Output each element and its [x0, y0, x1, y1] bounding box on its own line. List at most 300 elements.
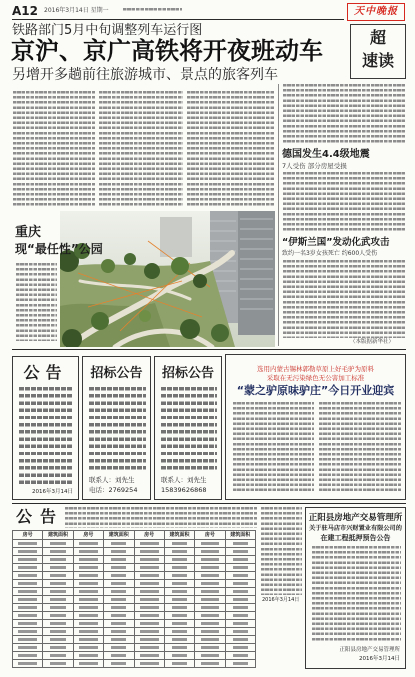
table-header-cell: 建筑面积	[164, 531, 194, 540]
table-cell	[73, 540, 103, 548]
table-cell	[73, 604, 103, 612]
header-rule	[12, 19, 344, 20]
lead-subhead: 另增开多趟前往旅游城市、景点的旅客列车	[12, 67, 278, 83]
table-cell	[104, 580, 134, 588]
table-cell	[43, 580, 73, 588]
cell-text-placeholder	[201, 582, 220, 585]
notice-left-date: 2016年3月14日	[32, 489, 73, 495]
table-cell	[43, 628, 73, 636]
tender-2-box	[154, 356, 222, 500]
table-cell	[164, 636, 194, 644]
cell-text-placeholder	[201, 566, 220, 569]
lead-body-col-3	[186, 91, 274, 208]
table-cell	[134, 580, 164, 588]
notice-left-body	[18, 387, 73, 485]
table-row	[13, 548, 256, 556]
table-cell	[225, 636, 255, 644]
table-cell	[104, 636, 134, 644]
table-cell	[104, 628, 134, 636]
table-cell	[43, 540, 73, 548]
cell-text-placeholder	[233, 630, 248, 633]
table-cell	[195, 564, 225, 572]
restaurant-ad-box	[225, 354, 406, 500]
issue-date: 2016年3月14日 星期一	[44, 7, 109, 14]
table-cell	[13, 652, 43, 660]
cell-text-placeholder	[50, 558, 65, 561]
cell-text-placeholder	[140, 654, 159, 657]
cell-text-placeholder	[201, 574, 220, 577]
cell-text-placeholder	[172, 590, 187, 593]
table-cell	[225, 612, 255, 620]
cell-text-placeholder	[18, 614, 37, 617]
table-cell	[134, 612, 164, 620]
mortgage-title-line1: 关于驻马店市兴财置业有限公司的	[309, 525, 402, 532]
cell-text-placeholder	[140, 558, 159, 561]
cell-text-placeholder	[18, 622, 37, 625]
notice-left-title: 公告	[23, 363, 68, 382]
table-cell	[73, 644, 103, 652]
table-cell	[195, 620, 225, 628]
cell-text-placeholder	[233, 662, 248, 665]
tender-1-phone: 电话：2769254	[89, 486, 138, 494]
cell-text-placeholder	[233, 638, 248, 641]
table-cell	[73, 628, 103, 636]
table-cell	[43, 636, 73, 644]
cell-text-placeholder	[140, 630, 159, 633]
table-cell	[225, 548, 255, 556]
table-cell	[13, 540, 43, 548]
cell-text-placeholder	[201, 558, 220, 561]
cell-text-placeholder	[18, 662, 37, 665]
cell-text-placeholder	[140, 598, 159, 601]
cell-text-placeholder	[233, 550, 248, 553]
lead-body-col-1	[12, 91, 95, 208]
cell-text-placeholder	[140, 566, 159, 569]
table-cell	[134, 660, 164, 668]
table-cell	[73, 612, 103, 620]
table-cell	[43, 660, 73, 668]
section-rule-1	[12, 349, 406, 350]
cell-text-placeholder	[18, 654, 37, 657]
table-cell	[43, 564, 73, 572]
mortgage-date: 2016年3月14日	[359, 656, 400, 662]
table-cell	[43, 596, 73, 604]
table-cell	[195, 628, 225, 636]
table-cell	[134, 540, 164, 548]
table-cell	[43, 652, 73, 660]
table-cell	[225, 660, 255, 668]
cell-text-placeholder	[50, 582, 65, 585]
cell-text-placeholder	[233, 614, 248, 617]
table-cell	[104, 660, 134, 668]
table-header-cell: 房号	[73, 531, 103, 540]
cell-text-placeholder	[233, 582, 248, 585]
table-cell	[164, 556, 194, 564]
cell-text-placeholder	[172, 662, 187, 665]
mortgage-title-line2: 在建工程抵押预告公告	[320, 534, 391, 542]
table-cell	[195, 596, 225, 604]
cell-text-placeholder	[233, 590, 248, 593]
cell-text-placeholder	[111, 558, 126, 561]
cell-text-placeholder	[79, 574, 98, 577]
tender-2-body	[160, 387, 217, 473]
cell-text-placeholder	[140, 550, 159, 553]
cell-text-placeholder	[111, 646, 126, 649]
table-cell	[13, 588, 43, 596]
table-cell	[225, 580, 255, 588]
cell-text-placeholder	[111, 574, 126, 577]
table-row	[13, 556, 256, 564]
table-row	[13, 652, 256, 660]
cell-text-placeholder	[111, 550, 126, 553]
table-cell	[164, 596, 194, 604]
cell-text-placeholder	[18, 558, 37, 561]
notice-table-intro	[64, 507, 257, 528]
table-cell	[164, 660, 194, 668]
table-cell	[134, 652, 164, 660]
cell-text-placeholder	[79, 566, 98, 569]
table-row	[13, 540, 256, 548]
cell-text-placeholder	[201, 590, 220, 593]
table-cell	[73, 652, 103, 660]
cell-text-placeholder	[18, 630, 37, 633]
cell-text-placeholder	[201, 630, 220, 633]
cell-text-placeholder	[111, 638, 126, 641]
cell-text-placeholder	[140, 614, 159, 617]
table-cell	[43, 556, 73, 564]
cell-text-placeholder	[79, 622, 98, 625]
cell-text-placeholder	[50, 550, 65, 553]
table-cell	[164, 580, 194, 588]
table-cell	[195, 556, 225, 564]
table-row	[13, 620, 256, 628]
cell-text-placeholder	[172, 574, 187, 577]
table-cell	[13, 628, 43, 636]
cell-text-placeholder	[172, 598, 187, 601]
table-cell	[134, 588, 164, 596]
cell-text-placeholder	[18, 638, 37, 641]
cell-text-placeholder	[79, 590, 98, 593]
table-cell	[225, 604, 255, 612]
cell-text-placeholder	[50, 590, 65, 593]
cell-text-placeholder	[140, 574, 159, 577]
cell-text-placeholder	[50, 542, 65, 545]
photo-caption-body	[15, 263, 57, 341]
table-cell	[104, 652, 134, 660]
notice-table-text	[260, 507, 302, 595]
masthead-logo-box	[347, 3, 405, 21]
table-cell	[104, 548, 134, 556]
notice-table-date: 2016年3月14日	[262, 597, 300, 603]
table-cell	[73, 660, 103, 668]
cell-text-placeholder	[233, 606, 248, 609]
cell-text-placeholder	[18, 582, 37, 585]
editor-line-placeholder	[122, 8, 182, 11]
notice-left-box	[12, 356, 79, 500]
tender-1-title: 招标公告	[90, 366, 143, 381]
table-cell	[225, 652, 255, 660]
table-cell	[164, 644, 194, 652]
mortgage-org: 正阳县房地产交易管理所	[308, 513, 403, 523]
ad-body-col-2	[318, 402, 401, 494]
cell-text-placeholder	[111, 582, 126, 585]
cell-text-placeholder	[201, 646, 220, 649]
cell-text-placeholder	[79, 598, 98, 601]
ad-line1: 选用内蒙古锡林郭勒草原上好毛驴为原料	[257, 365, 374, 373]
cell-text-placeholder	[233, 646, 248, 649]
table-cell	[164, 652, 194, 660]
table-cell	[73, 620, 103, 628]
table-cell	[195, 660, 225, 668]
table-cell	[13, 564, 43, 572]
table-cell	[195, 540, 225, 548]
table-cell	[104, 620, 134, 628]
table-cell	[164, 588, 194, 596]
cell-text-placeholder	[111, 630, 126, 633]
cell-text-placeholder	[111, 654, 126, 657]
cell-text-placeholder	[50, 630, 65, 633]
cell-text-placeholder	[111, 606, 126, 609]
cell-text-placeholder	[79, 542, 98, 545]
table-cell	[43, 588, 73, 596]
table-cell	[43, 644, 73, 652]
attack-subhead: 致约一名3岁女孩死亡 约600人受伤	[282, 250, 378, 257]
cell-text-placeholder	[79, 558, 98, 561]
cell-text-placeholder	[172, 630, 187, 633]
table-cell	[13, 548, 43, 556]
cell-text-placeholder	[50, 654, 65, 657]
table-cell	[225, 540, 255, 548]
table-cell	[195, 636, 225, 644]
page-number: A12	[12, 4, 38, 18]
cell-text-placeholder	[111, 614, 126, 617]
table-cell	[225, 644, 255, 652]
cell-text-placeholder	[140, 662, 159, 665]
cell-text-placeholder	[172, 606, 187, 609]
park-photo	[60, 211, 275, 347]
cell-text-placeholder	[50, 646, 65, 649]
table-cell	[73, 636, 103, 644]
column-rule	[278, 84, 279, 346]
lead-body-continued	[282, 84, 405, 144]
cell-text-placeholder	[201, 654, 220, 657]
table-cell	[225, 620, 255, 628]
table-cell	[73, 564, 103, 572]
quake-headline: 德国发生4.4级地震	[282, 149, 370, 160]
cell-text-placeholder	[172, 614, 187, 617]
table-cell	[13, 644, 43, 652]
cell-text-placeholder	[172, 638, 187, 641]
cell-text-placeholder	[18, 566, 37, 569]
table-cell	[195, 612, 225, 620]
table-row	[13, 572, 256, 580]
table-cell	[164, 620, 194, 628]
cell-text-placeholder	[140, 638, 159, 641]
table-header-cell: 房号	[134, 531, 164, 540]
table-row	[13, 580, 256, 588]
cell-text-placeholder	[201, 638, 220, 641]
section-rule-2	[12, 503, 406, 504]
table-cell	[195, 580, 225, 588]
table-cell	[43, 604, 73, 612]
table-cell	[134, 556, 164, 564]
section-label-line1: 超	[369, 28, 386, 47]
mortgage-notice-box	[305, 507, 406, 669]
table-cell	[13, 620, 43, 628]
cell-text-placeholder	[140, 622, 159, 625]
cell-text-placeholder	[172, 654, 187, 657]
cell-text-placeholder	[111, 622, 126, 625]
table-cell	[73, 556, 103, 564]
cell-text-placeholder	[111, 542, 126, 545]
cell-text-placeholder	[18, 646, 37, 649]
cell-text-placeholder	[233, 574, 248, 577]
table-cell	[13, 660, 43, 668]
cell-text-placeholder	[172, 566, 187, 569]
unit-area-table	[12, 530, 256, 668]
cell-text-placeholder	[79, 662, 98, 665]
section-label-box	[350, 24, 406, 79]
table-cell	[134, 628, 164, 636]
cell-text-placeholder	[50, 606, 65, 609]
table-cell	[13, 596, 43, 604]
table-cell	[104, 588, 134, 596]
cell-text-placeholder	[201, 542, 220, 545]
cell-text-placeholder	[172, 582, 187, 585]
cell-text-placeholder	[172, 558, 187, 561]
tender-1-body	[88, 387, 146, 473]
table-row	[13, 604, 256, 612]
ad-body-col-1	[232, 402, 314, 494]
cell-text-placeholder	[172, 550, 187, 553]
table-cell	[43, 620, 73, 628]
cell-text-placeholder	[18, 590, 37, 593]
lead-kicker: 铁路部门5月中旬调整列车运行图	[12, 23, 203, 38]
cell-text-placeholder	[18, 542, 37, 545]
table-body	[13, 540, 256, 668]
table-cell	[73, 596, 103, 604]
table-row	[13, 660, 256, 668]
section-source: （本版据新华社）	[350, 339, 395, 345]
tender-1-contact: 联系人：刘先生	[89, 476, 135, 484]
table-row	[13, 644, 256, 652]
table-row	[13, 628, 256, 636]
table-header-cell: 房号	[13, 531, 43, 540]
table-cell	[13, 572, 43, 580]
table-cell	[43, 612, 73, 620]
cell-text-placeholder	[111, 566, 126, 569]
cell-text-placeholder	[201, 606, 220, 609]
table-cell	[104, 564, 134, 572]
table-cell	[73, 580, 103, 588]
table-header-cell: 建筑面积	[225, 531, 255, 540]
table-cell	[73, 548, 103, 556]
cell-text-placeholder	[18, 606, 37, 609]
table-row	[13, 636, 256, 644]
cell-text-placeholder	[111, 590, 126, 593]
cell-text-placeholder	[79, 646, 98, 649]
mortgage-signature: 正阳县房地产交易管理所	[339, 647, 400, 653]
table-cell	[195, 644, 225, 652]
masthead-logo: 天中晚报	[354, 6, 398, 17]
cell-text-placeholder	[233, 622, 248, 625]
table-cell	[104, 596, 134, 604]
table-cell	[134, 572, 164, 580]
cell-text-placeholder	[50, 662, 65, 665]
cell-text-placeholder	[111, 662, 126, 665]
cell-text-placeholder	[172, 646, 187, 649]
table-cell	[164, 612, 194, 620]
table-cell	[134, 636, 164, 644]
table-cell	[164, 540, 194, 548]
cell-text-placeholder	[140, 590, 159, 593]
cell-text-placeholder	[79, 654, 98, 657]
table-cell	[225, 572, 255, 580]
table-cell	[225, 556, 255, 564]
cell-text-placeholder	[233, 558, 248, 561]
table-cell	[195, 604, 225, 612]
table-cell	[134, 604, 164, 612]
attack-body	[282, 260, 405, 338]
cell-text-placeholder	[50, 566, 65, 569]
table-cell	[104, 612, 134, 620]
cell-text-placeholder	[50, 598, 65, 601]
cell-text-placeholder	[79, 614, 98, 617]
section-label-line2: 速读	[361, 51, 394, 70]
table-cell	[164, 564, 194, 572]
cell-text-placeholder	[50, 638, 65, 641]
quake-subhead: 7人受伤 部分房屋受损	[282, 162, 347, 170]
table-cell	[225, 628, 255, 636]
tender-2-title: 招标公告	[161, 366, 214, 381]
cell-text-placeholder	[140, 646, 159, 649]
table-cell	[73, 588, 103, 596]
table-header-row	[13, 531, 256, 540]
table-cell	[13, 556, 43, 564]
cell-text-placeholder	[140, 582, 159, 585]
tender-1-box	[82, 356, 151, 500]
cell-text-placeholder	[201, 614, 220, 617]
cell-text-placeholder	[50, 614, 65, 617]
table-cell	[43, 572, 73, 580]
table-cell	[73, 572, 103, 580]
table-cell	[13, 580, 43, 588]
table-row	[13, 588, 256, 596]
cell-text-placeholder	[79, 606, 98, 609]
table-cell	[104, 644, 134, 652]
table-cell	[134, 644, 164, 652]
table-cell	[134, 548, 164, 556]
quake-body	[282, 172, 405, 233]
table-cell	[13, 604, 43, 612]
table-cell	[195, 572, 225, 580]
mortgage-body	[311, 546, 401, 643]
table-header-cell: 房号	[195, 531, 225, 540]
cell-text-placeholder	[79, 638, 98, 641]
ad-headline: “蒙之驴原味驴庄”今日开业迎宾	[236, 384, 395, 397]
table-header-cell: 建筑面积	[43, 531, 73, 540]
table-cell	[195, 588, 225, 596]
table-cell	[134, 564, 164, 572]
cell-text-placeholder	[79, 630, 98, 633]
cell-text-placeholder	[79, 550, 98, 553]
table-row	[13, 564, 256, 572]
table-cell	[195, 548, 225, 556]
table-cell	[134, 620, 164, 628]
table-cell	[104, 540, 134, 548]
cell-text-placeholder	[201, 598, 220, 601]
table-cell	[164, 604, 194, 612]
